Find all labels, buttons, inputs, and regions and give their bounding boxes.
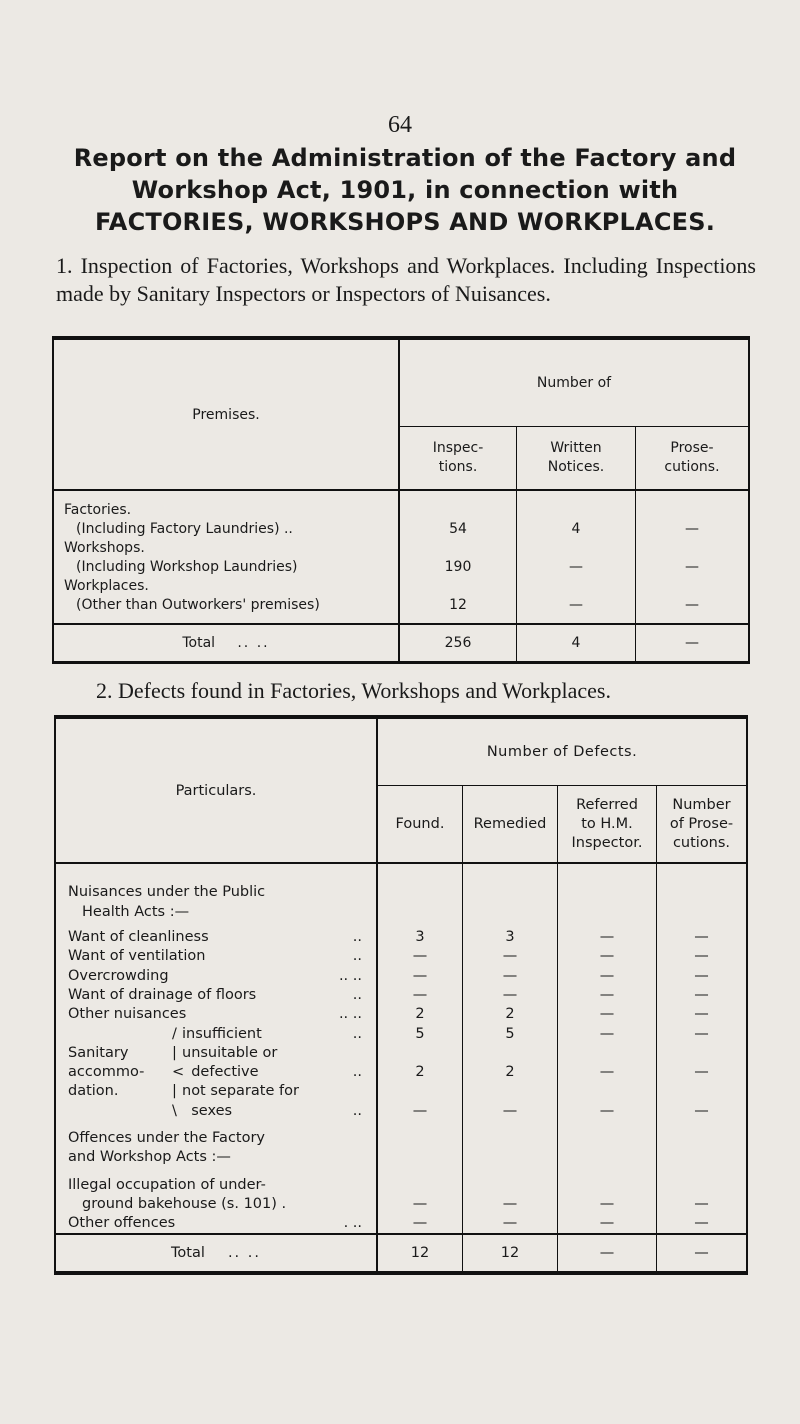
table-row: Other nuisances .. .. 2 2 — —	[55, 1005, 747, 1024]
premises-labels	[53, 490, 399, 624]
total-prosecutions: —	[636, 624, 750, 663]
defects-table	[54, 715, 748, 1275]
table-row: accommo- < defective .. 2 2 — —	[55, 1063, 747, 1082]
row-heading-workplaces: Workplaces.	[64, 578, 149, 594]
table-row: Other offences . .. — — — —	[55, 1214, 747, 1234]
table-row: / insufficient .. 5 5 — —	[55, 1024, 747, 1043]
nuisances-heading-2: Health Acts :—	[55, 903, 377, 922]
table-row: dation. | not separate for	[55, 1082, 747, 1101]
total-remedied: 12	[463, 1234, 558, 1273]
section-2-heading: 2. Defects found in Factories, Workshops and Workplaces.	[96, 678, 611, 703]
total-inspections: 256	[399, 624, 517, 663]
offences-heading-1: Offences under the Factory	[55, 1129, 377, 1148]
title-line-3: FACTORIES, WORKSHOPS AND WORKPLACES.	[94, 208, 716, 236]
inspections-values: 54 190 12	[399, 490, 517, 624]
total-label: Total .. ..	[55, 1234, 377, 1273]
report-title	[50, 142, 760, 238]
table-row: Overcrowding .. .. — — — —	[55, 966, 747, 985]
total-row	[55, 1234, 747, 1273]
col-found: Found.	[377, 786, 463, 864]
row-heading-factories: Factories.	[64, 502, 132, 518]
col-prosecutions: Prose- cutions.	[636, 427, 750, 491]
col-number-prosecutions: Number of Prose- cutions.	[657, 786, 748, 864]
table-row: ground bakehouse (s. 101) . — — — —	[55, 1195, 747, 1214]
col-written-notices: Written Notices.	[517, 427, 636, 491]
col-remedied: Remedied	[463, 786, 558, 864]
prosecutions-values: — — —	[685, 521, 699, 613]
col-premises: Premises.	[53, 338, 399, 490]
total-prosecutions: —	[657, 1234, 748, 1273]
total-found: 12	[377, 1234, 463, 1273]
total-referred: —	[558, 1234, 657, 1273]
sanitary-label-2: accommo-	[68, 1064, 145, 1081]
col-number-of-defects: Number of Defects.	[377, 717, 747, 786]
row-label-workplaces: (Other than Outworkers' premises)	[76, 597, 320, 613]
table-row: \ sexes .. — — — —	[55, 1102, 747, 1121]
offence-label-1: Illegal occupation of under-	[55, 1175, 377, 1194]
nuisances-heading-1: Nuisances under the Public	[55, 883, 377, 902]
table-row: Want of drainage of floors .. — — — —	[55, 986, 747, 1005]
col-referred: Referred to H.M. Inspector.	[558, 786, 657, 864]
table-row: Want of cleanliness .. 3 3 — —	[55, 928, 747, 947]
table-row: Sanitary | unsuitable or	[55, 1044, 747, 1063]
col-inspections: Inspec- tions.	[399, 427, 517, 491]
title-line-2: Workshop Act, 1901, in connection with	[131, 176, 679, 204]
col-particulars: Particulars.	[55, 717, 377, 863]
title-line-1: Report on the Administration of the Factory and	[73, 144, 737, 172]
sanitary-label-1: Sanitary	[68, 1044, 129, 1061]
row-label-workshops: (Including Workshop Laundries)	[76, 559, 298, 575]
table-row: Want of ventilation .. — — — —	[55, 947, 747, 966]
row-heading-workshops: Workshops.	[64, 540, 145, 556]
notices-values: 4 — —	[517, 490, 636, 624]
inspection-table	[52, 336, 750, 664]
page-number: 64	[388, 112, 412, 138]
total-notices: 4	[517, 624, 636, 663]
col-number-of: Number of	[399, 338, 749, 427]
row-label-factories: (Including Factory Laundries) ..	[76, 521, 293, 537]
total-label: Total .. ..	[53, 624, 399, 663]
offences-heading-2: and Workshop Acts :—	[55, 1148, 377, 1167]
sanitary-label-3: dation.	[68, 1083, 119, 1100]
total-row	[53, 624, 749, 663]
section-1-heading: 1. Inspection of Factories, Workshops and Workplaces. Including Inspections made by Sanitary Inspectors or Inspectors of Nuisances.	[56, 253, 756, 306]
